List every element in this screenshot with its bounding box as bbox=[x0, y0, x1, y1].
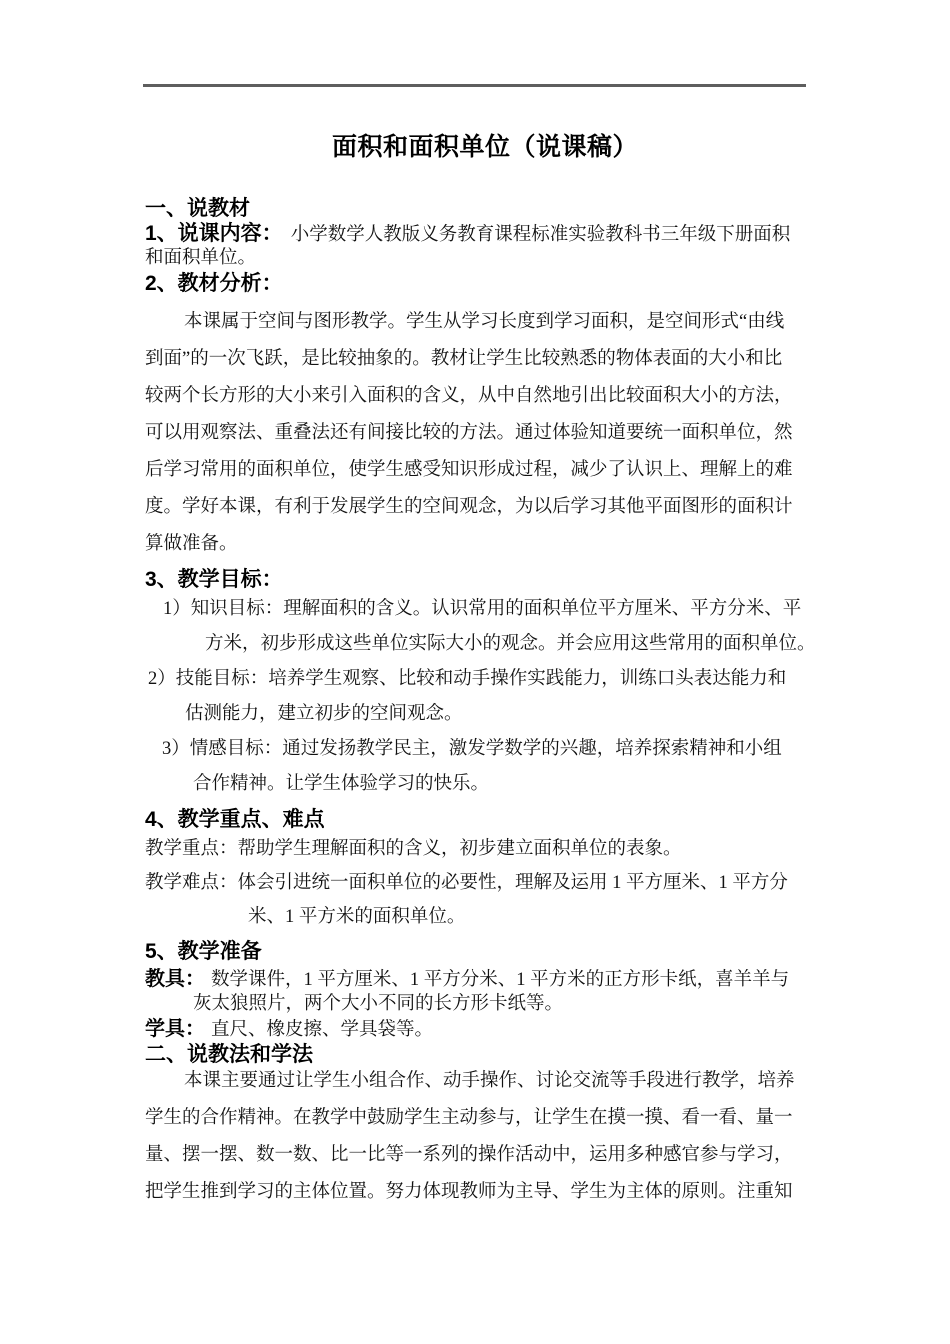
document-title: 面积和面积单位（说课稿） bbox=[331, 133, 638, 161]
paragraph-line: 到面”的一次飞跃，是比较抽象的。教材让学生比较熟悉的物体表面的大小和比 bbox=[145, 349, 783, 369]
paragraph-line: 本课主要通过让学生小组合作、动手操作、讨论交流等手段进行教学，培养 bbox=[184, 1071, 795, 1091]
paragraph-line: 后学习常用的面积单位，使学生感受知识形成过程，减少了认识上、理解上的难 bbox=[145, 460, 793, 480]
lesson-content-item bbox=[145, 221, 825, 271]
teacher-tools-paragraph bbox=[145, 967, 825, 1017]
material-analysis-paragraph bbox=[145, 304, 825, 563]
paragraph-line: 和面积单位。 bbox=[145, 248, 257, 268]
knowledge-goal bbox=[145, 592, 825, 662]
paragraph-line: 度。学好本课，有利于发展学生的空间观念，为以后学习其他平面图形的面积计 bbox=[145, 497, 793, 517]
paragraph-line: 3）情感目标：通过发扬教学民主，激发学数学的兴趣，培养探索精神和小组 bbox=[162, 739, 782, 759]
difficulty-paragraph bbox=[145, 866, 825, 934]
section-2-heading: 二、说教法和学法 bbox=[145, 1043, 313, 1066]
paragraph-line: 较两个长方形的大小来引入面积的含义，从中自然地引出比较面积大小的方法， bbox=[145, 386, 793, 406]
section-1-heading: 一、说教材 bbox=[145, 197, 250, 220]
paragraph-line: 把学生推到学习的主体位置。努力体现教师为主导、学生为主体的原则。注重知 bbox=[145, 1182, 793, 1202]
paragraph-line: 米、1 平方米的面积单位。 bbox=[248, 907, 466, 927]
lesson-content-label: 1、说课内容： bbox=[145, 222, 283, 245]
preparation-heading: 5、教学准备 bbox=[145, 940, 262, 963]
teaching-goals-heading: 3、教学目标： bbox=[145, 568, 283, 591]
paragraph-line: 学生的合作精神。在教学中鼓励学生主动参与，让学生在摸一摸、看一看、量一 bbox=[145, 1108, 793, 1128]
paragraph-line: 2）技能目标：培养学生观察、比较和动手操作实践能力，训练口头表达能力和 bbox=[148, 669, 787, 689]
paragraph-line: 教学难点：体会引进统一面积单位的必要性，理解及运用 1 平方厘米、1 平方分 bbox=[145, 873, 788, 893]
paragraph-line: 可以用观察法、重叠法还有间接比较的方法。通过体验知道要统一面积单位，然 bbox=[145, 423, 793, 443]
lesson-content-text: 小学数学人教版义务教育课程标准实验教科书三年级下册面积 bbox=[290, 225, 791, 245]
paragraph-line: 灰太狼照片，两个大小不同的长方形卡纸等。 bbox=[193, 994, 564, 1014]
paragraph-line bbox=[145, 967, 825, 992]
teacher-tools-label: 教具： bbox=[145, 968, 205, 990]
paragraph-line: 1）知识目标：理解面积的含义。认识常用的面积单位平方厘米、平方分米、平 bbox=[163, 599, 802, 619]
paragraph-line bbox=[145, 221, 825, 246]
key-point-line: 教学重点：帮助学生理解面积的含义，初步建立面积单位的表象。 bbox=[145, 839, 682, 859]
key-difficulty-heading: 4、教学重点、难点 bbox=[145, 808, 325, 831]
skill-goal bbox=[145, 662, 825, 732]
paragraph-line: 本课属于空间与图形教学。学生从学习长度到学习面积，是空间形式“由线 bbox=[184, 312, 785, 332]
methods-paragraph bbox=[145, 1063, 825, 1211]
paragraph-line: 估测能力，建立初步的空间观念。 bbox=[185, 704, 463, 724]
paragraph-line: 方米，初步形成这些单位实际大小的观念。并会应用这些常用的面积单位。 bbox=[205, 634, 816, 654]
teacher-tools-text: 数学课件，1 平方厘米、1 平方分米、1 平方米的正方形卡纸，喜羊羊与 bbox=[211, 970, 790, 990]
paragraph-line: 量、摆一摆、数一数、比一比等一系列的操作活动中，运用多种感官参与学习， bbox=[145, 1145, 793, 1165]
emotion-goal bbox=[145, 732, 825, 802]
material-analysis-heading: 2、教材分析： bbox=[145, 272, 283, 295]
paragraph-line: 算做准备。 bbox=[145, 534, 238, 554]
document-body bbox=[145, 0, 825, 1211]
student-tools-label: 学具： bbox=[145, 1018, 205, 1040]
student-tools-text: 直尺、橡皮擦、学具袋等。 bbox=[211, 1020, 434, 1040]
student-tools-paragraph bbox=[145, 1017, 825, 1042]
paragraph-line: 合作精神。让学生体验学习的快乐。 bbox=[193, 774, 490, 794]
